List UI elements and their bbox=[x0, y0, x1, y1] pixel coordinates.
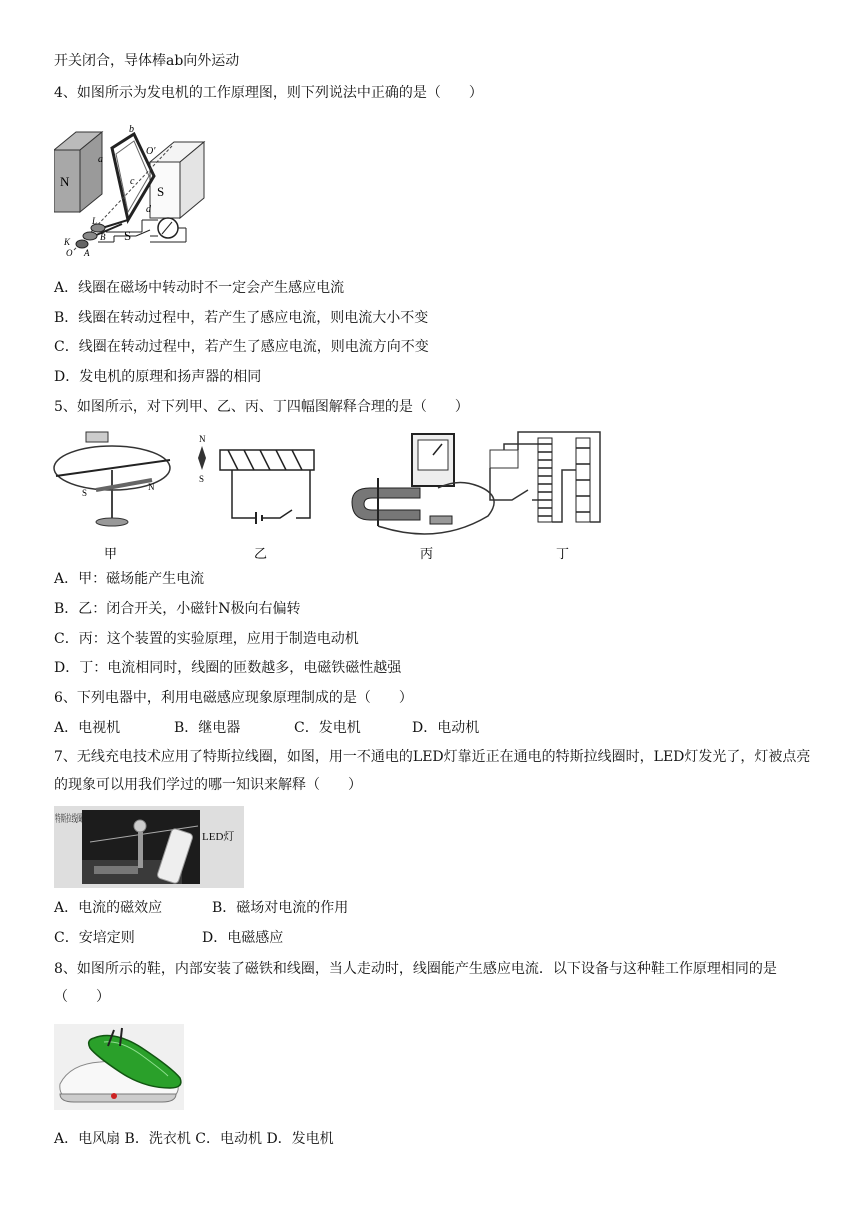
q8-options: A．电风扇 B．洗衣机 C．电动机 D．发电机 bbox=[54, 1131, 334, 1147]
q4-stem: 4、如图所示为发电机的工作原理图，则下列说法中正确的是（ ） bbox=[54, 85, 483, 101]
q6-option-c: C．发电机 bbox=[294, 720, 361, 736]
q4-option-d: D．发电机的原理和扬声器的相同 bbox=[54, 369, 262, 385]
q4-label-l: L bbox=[92, 216, 98, 226]
q7-label-left: 特斯拉线圈 bbox=[55, 813, 83, 825]
q6-options-row bbox=[54, 718, 814, 738]
q4-label-n: N bbox=[60, 174, 70, 189]
q6-option-a: A．电视机 bbox=[54, 720, 121, 736]
q6-option-d: D．电动机 bbox=[412, 720, 480, 736]
q4-label-a: a bbox=[98, 154, 103, 165]
q5-jia-label-n: N bbox=[148, 482, 155, 492]
q3-tail-text: 开关闭合，导体棒ab向外运动 bbox=[54, 53, 240, 69]
q8-stem: 8、如图所示的鞋，内部安装了磁铁和线圈，当人走动时，线圈能产生感应电流．以下设备与这种鞋工作原理相同的是（ ） bbox=[54, 961, 777, 1005]
q4-label-c: c bbox=[130, 176, 135, 187]
q7-options-row-2 bbox=[54, 928, 814, 948]
q5-yi-label-s: S bbox=[199, 474, 205, 484]
q5-label-ding: 丁 bbox=[556, 546, 570, 561]
q4-label-o: O bbox=[66, 248, 73, 258]
q5-diagram-bing bbox=[352, 434, 494, 561]
q4-label-o-prime: O' bbox=[146, 146, 156, 157]
q5-four-diagrams bbox=[52, 430, 612, 562]
q5-option-a: A．甲：磁场能产生电流 bbox=[54, 571, 205, 587]
q7-label-right: LED灯 bbox=[202, 831, 235, 843]
q4-option-a: A．线圈在磁场中转动时不一定会产生感应电流 bbox=[54, 280, 345, 296]
q6-option-b: B．继电器 bbox=[174, 720, 241, 736]
q5-yi-label-n: N bbox=[199, 434, 206, 444]
q7-option-b: B．磁场对电流的作用 bbox=[212, 900, 349, 916]
q6-stem: 6、下列电器中，利用电磁感应现象原理制成的是（ ） bbox=[54, 690, 413, 706]
q7-option-a: A．电流的磁效应 bbox=[54, 900, 163, 916]
q5-option-d: D．丁：电流相同时，线圈的匝数越多，电磁铁磁性越强 bbox=[54, 660, 402, 676]
q4-label-b2: B bbox=[100, 232, 106, 242]
q8-shoe-photo bbox=[54, 1024, 184, 1110]
q4-option-b: B．线圈在转动过程中，若产生了感应电流，则电流大小不变 bbox=[54, 310, 429, 326]
q5-option-b: B．乙：闭合开关，小磁针N极向右偏转 bbox=[54, 601, 301, 617]
q5-option-c: C．丙：这个装置的实验原理，应用于制造电动机 bbox=[54, 631, 359, 647]
q7-stem: 7、无线充电技术应用了特斯拉线圈，如图，用一不通电的LED灯靠近正在通电的特斯拉线圈时，LED灯发光了，灯被点亮的现象可以用我们学过的哪一知识来解释（ ） bbox=[54, 749, 811, 793]
q4-label-k: K bbox=[64, 237, 71, 247]
q4-option-c: C．线圈在转动过程中，若产生了感应电流，则电流方向不变 bbox=[54, 339, 429, 355]
q5-label-yi: 乙 bbox=[254, 546, 268, 561]
q7-option-d: D．电磁感应 bbox=[202, 930, 284, 946]
q4-label-d: d bbox=[146, 204, 151, 215]
q5-diagram-ding bbox=[490, 432, 600, 561]
q7-tesla-coil-photo bbox=[54, 806, 244, 888]
q5-diagram-jia bbox=[54, 432, 170, 561]
q4-label-s: S bbox=[157, 184, 165, 199]
q5-stem: 5、如图所示，对下列甲、乙、丙、丁四幅图解释合理的是（ ） bbox=[54, 399, 469, 415]
q5-label-jia: 甲 bbox=[104, 546, 118, 561]
q4-label-a2: A bbox=[84, 248, 90, 258]
q4-label-b: b bbox=[129, 124, 134, 135]
q5-label-bing: 丙 bbox=[420, 546, 434, 561]
q5-jia-label-s: S bbox=[82, 488, 88, 498]
q4-generator-diagram bbox=[54, 124, 214, 258]
q5-diagram-yi bbox=[198, 434, 314, 561]
q7-option-c: C．安培定则 bbox=[54, 930, 135, 946]
q7-options-row-1 bbox=[54, 898, 814, 918]
q4-label-switch: S bbox=[124, 228, 132, 243]
